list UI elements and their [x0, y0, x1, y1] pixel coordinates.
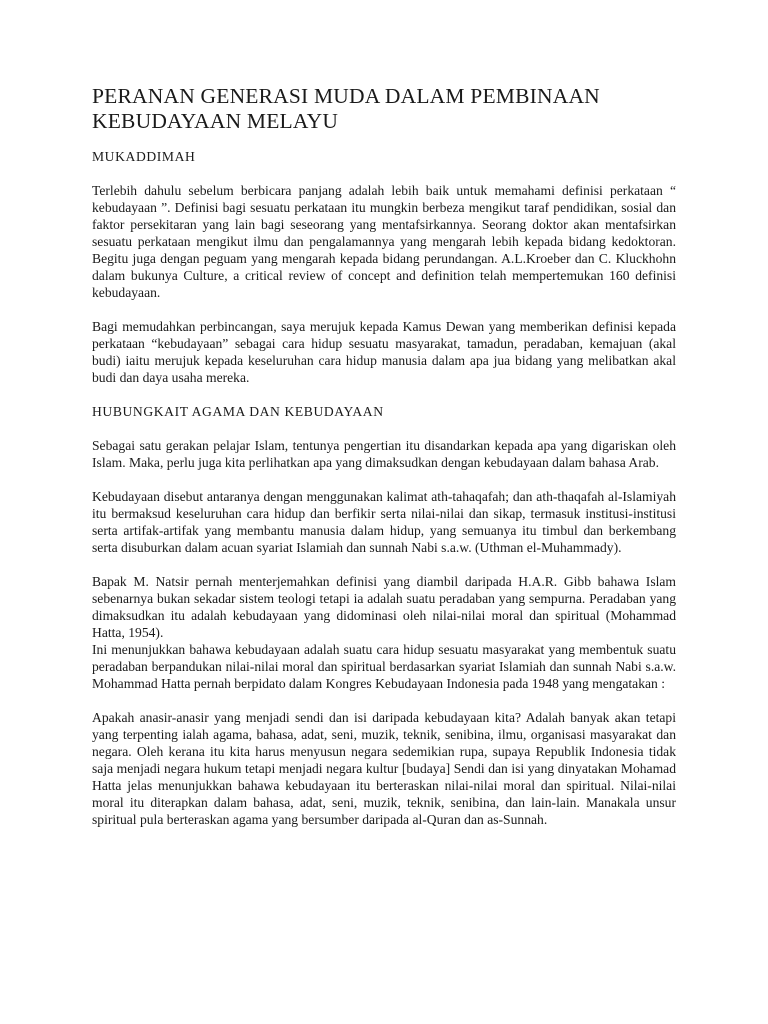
paragraph-definition: Terlebih dahulu sebelum berbicara panjang adalah lebih baik untuk memahami definisi perkataan “ kebudayaan ”. Definisi bagi sesuatu perkataan itu mungkin berbeza mengikut taraf pendidikan, sosial dan faktor persekitaran yang lain bagi seseorang yang mentafsirkannya. Seorang doktor akan mentafsirkan sesuatu perkataan mengikut ilmu dan pengalamannya yang mengarah lebih kepada bidang kedoktoran. Begitu juga dengan peguam yang mengarah kepada bidang perundangan. A.L.Kroeber dan C. Kluckhohn dalam bukunya Culture, a critical review of concept and definition telah mempertemukan 160 definisi kebudayaan. [92, 183, 676, 300]
section-heading-mukaddimah: MUKADDIMAH [92, 149, 196, 164]
paragraph-natsir: Bapak M. Natsir pernah menterjemahkan definisi yang diambil daripada H.A.R. Gibb bahawa Islam sebenarnya bukan sekadar sistem teologi tetapi ia adalah suatu peradaban yang sempurna. Peradaban yang dimaksudkan itu adalah kebudayaan yang didominasi oleh nilai-nilai moral dan spiritual (Mohammad Hatta, 1954). [92, 574, 676, 640]
paragraph-kamus-dewan: Bagi memudahkan perbincangan, saya merujuk kepada Kamus Dewan yang memberikan definisi kepada perkataan “kebudayaan” sebagai cara hidup sesuatu masyarakat, tamadun, peradaban, kemajuan (akal budi) iaitu merujuk kepada keseluruhan cara hidup manusia dalam apa jua bidang yang melibatkan akal budi dan daya usaha mereka. [92, 319, 676, 385]
paragraph-gerakan-pelajar: Sebagai satu gerakan pelajar Islam, tentunya pengertian itu disandarkan kepada apa yang digariskan oleh Islam. Maka, perlu juga kita perlihatkan apa yang dimaksudkan dengan kebudayaan dalam bahasa Arab. [92, 438, 676, 470]
section-heading-hubungkait: HUBUNGKAIT AGAMA DAN KEBUDAYAAN [92, 404, 384, 419]
paragraph-hatta-kongres: Ini menunjukkan bahawa kebudayaan adalah suatu cara hidup sesuatu masyarakat yang membentuk suatu peradaban berpandukan nilai-nilai moral dan spiritual berdasarkan syariat Islamiah dan sunnah Nabi s.a.w. Mohammad Hatta pernah berpidato dalam Kongres Kebudayaan Indonesia pada 1948 yang mengatakan : [92, 642, 676, 691]
document-page [92, 84, 676, 845]
paragraph-ath-thaqafah: Kebudayaan disebut antaranya dengan menggunakan kalimat ath-tahaqafah; dan ath-thaqafah al-Islamiyah itu bermaksud keseluruhan cara hidup dan berfikir serta nilai-nilai dan sikap, termasuk institusi-institusi serta artifak-artifak yang membantu manusia dalam hidup, yang semuanya itu timbul dan berkembang serta disuburkan dalam acuan syariat Islamiah dan sunnah Nabi s.a.w. (Uthman el-Muhammady). [92, 489, 676, 555]
paragraph-anasir: Apakah anasir-anasir yang menjadi sendi dan isi daripada kebudayaan kita? Adalah banyak akan tetapi yang terpenting ialah agama, bahasa, adat, seni, muzik, teknik, senibina, ilmu, organisasi masyarakat dan negara. Oleh kerana itu kita harus menyusun negara sedemikian rupa, supaya Republik Indonesia tidak saja menjadi negara hukum tetapi menjadi negara kultur [budaya] Sendi dan isi yang dinyatakan Mohamad Hatta jelas menunjukkan bahawa kebudayaan itu berteraskan nilai-nilai moral dan spiritual. Nilai-nilai moral itu diterapkan dalam bahasa, adat, seni, muzik, teknik, senibina, dan lain-lain. Manakala unsur spiritual pula berteraskan agama yang bersumber daripada al-Quran dan as-Sunnah. [92, 710, 676, 827]
document-title: PERANAN GENERASI MUDA DALAM PEMBINAAN KEBUDAYAAN MELAYU [92, 84, 600, 133]
